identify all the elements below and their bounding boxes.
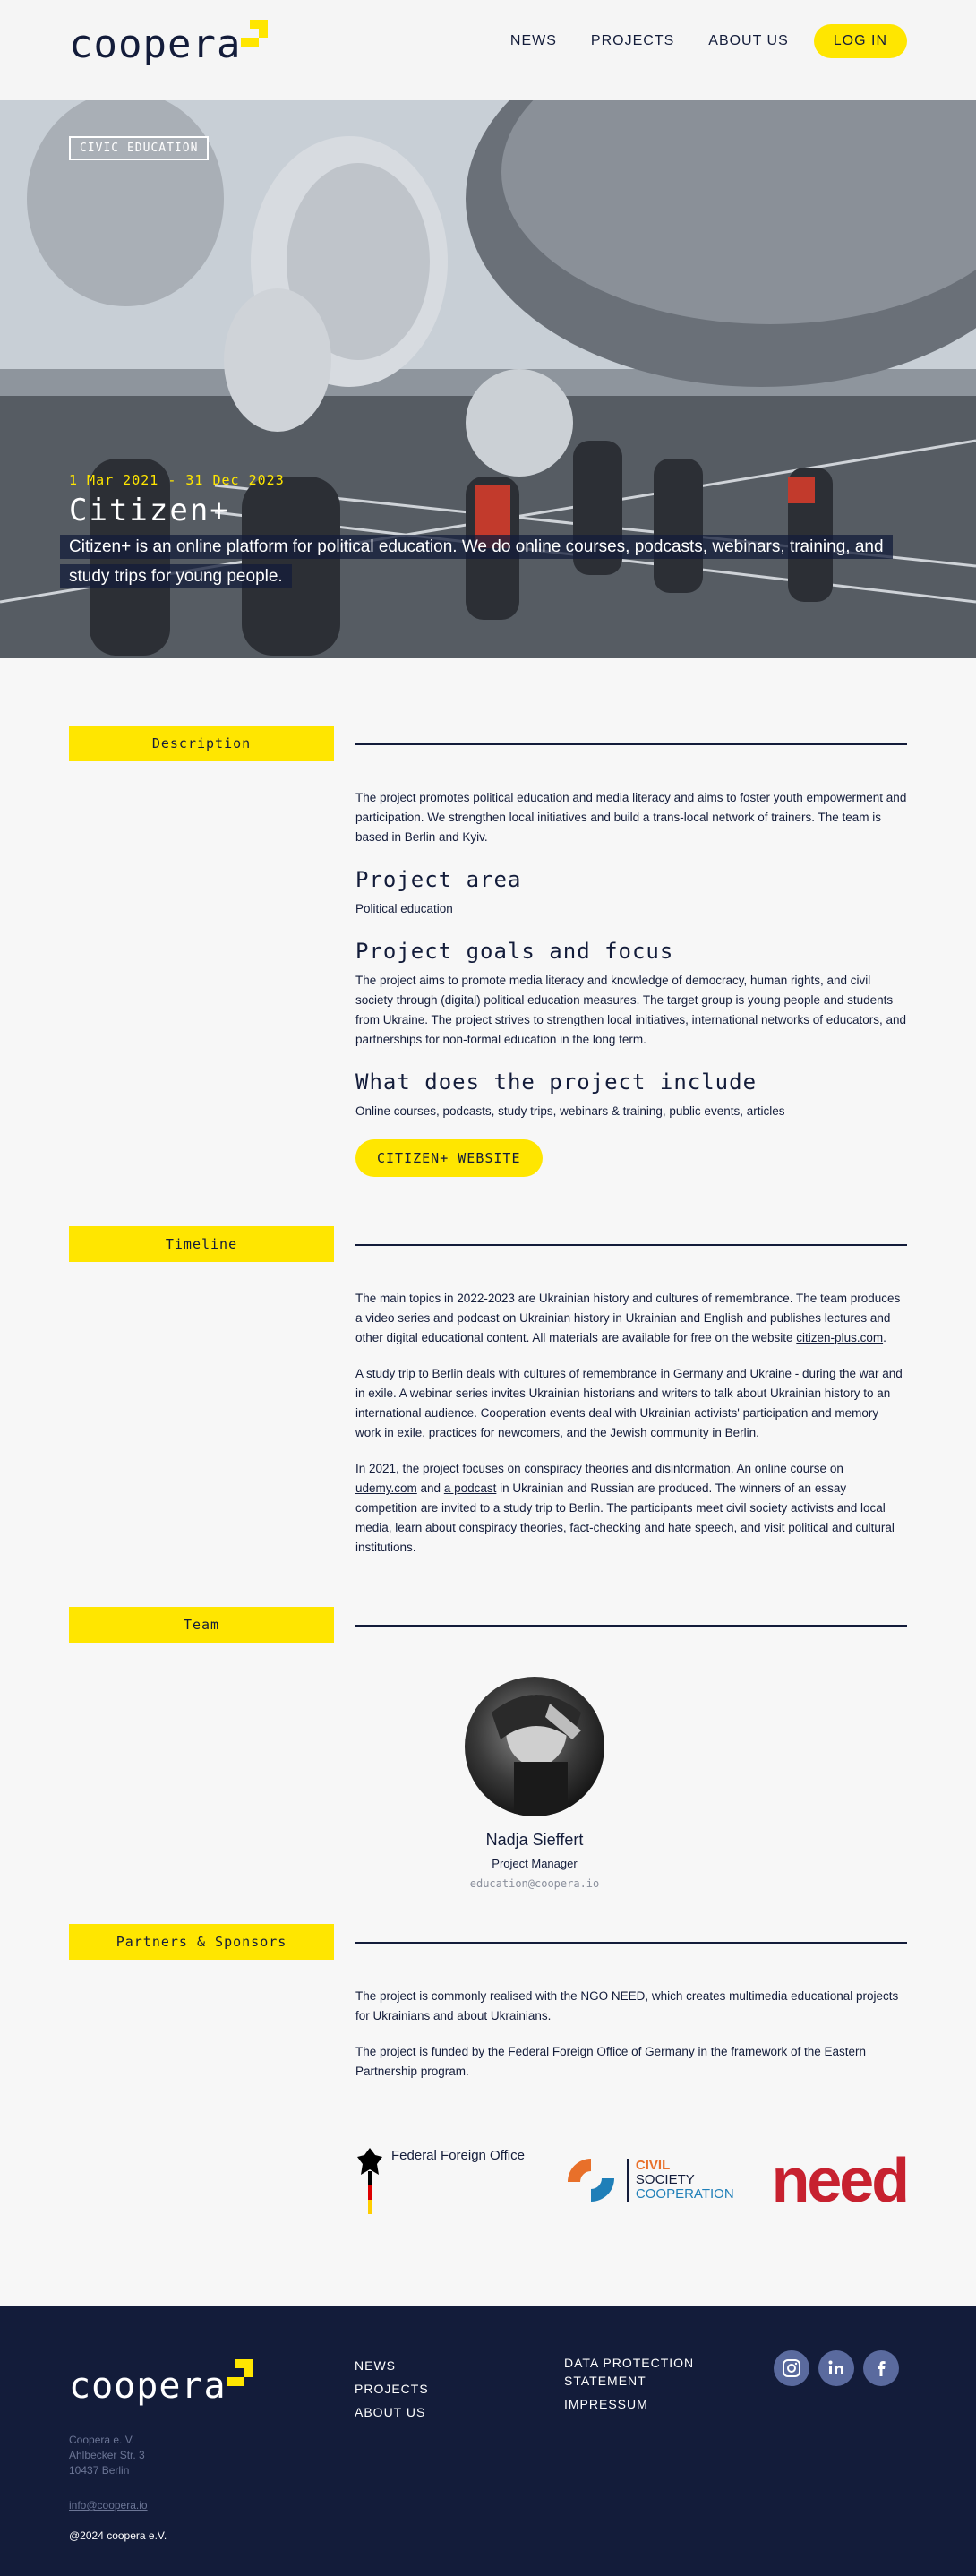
section-divider — [355, 1942, 907, 1944]
timeline-section — [0, 1226, 976, 1558]
category-tag: CIVIC EDUCATION — [69, 136, 209, 160]
description-intro: The project promotes political education and media literacy and aims to foster youth empowerment and participation. We strengthen local initiatives and build a trans-local network of trainers. The team is based in Berlin and Kyiv. — [355, 791, 907, 844]
csc-line-1: CIVIL — [635, 2158, 671, 2173]
footer-nav — [355, 2354, 429, 2424]
need-text: need — [771, 2145, 907, 2215]
sponsor-logos — [355, 2135, 907, 2225]
nav-projects[interactable]: PROJECTS — [590, 33, 675, 48]
partners-section — [0, 1924, 976, 2225]
project-area-text: Political education — [355, 902, 453, 915]
project-area-heading: Project area — [355, 867, 522, 892]
main-nav — [510, 24, 907, 58]
project-title: Citizen+ — [69, 493, 230, 528]
address-line-2: Ahlbecker Str. 3 — [69, 2449, 145, 2461]
nav-about-us[interactable]: ABOUT US — [708, 33, 789, 48]
member-email[interactable]: education@coopera.io — [469, 1877, 600, 1890]
federal-foreign-office-logo[interactable] — [355, 2144, 525, 2216]
project-lead — [60, 532, 911, 591]
footer-nav-news[interactable]: NEWS — [355, 2358, 396, 2373]
avatar — [465, 1677, 604, 1816]
description-label: Description — [69, 726, 334, 761]
footer-logo[interactable] — [69, 2359, 227, 2407]
timeline-paragraph-3 — [355, 1459, 907, 1558]
eagle-icon — [355, 2144, 384, 2216]
member-role: Project Manager — [492, 1857, 578, 1870]
footer-address — [69, 2433, 145, 2478]
team-section — [0, 1607, 976, 1890]
partners-paragraph-2: The project is funded by the Federal Foreign Office of Germany in the framework of the Eastern Partnership program. — [355, 2045, 867, 2078]
nav-news[interactable]: NEWS — [509, 33, 557, 48]
logo[interactable] — [69, 20, 242, 67]
footer-copyright: @2024 coopera e.V. — [69, 2529, 167, 2542]
footer-legal — [564, 2354, 694, 2413]
address-line-3: 10437 Berlin — [69, 2464, 130, 2477]
social-links — [774, 2350, 899, 2386]
timeline-paragraph-1 — [355, 1289, 907, 1348]
need-logo[interactable] — [771, 2145, 907, 2215]
civil-society-cooperation-logo[interactable] — [562, 2153, 734, 2207]
timeline-label: Timeline — [69, 1226, 334, 1262]
timeline-p3-end: in Ukrainian and Russian are produced. The winners of an essay competition are invited to a study trip to Berlin. The participants meet civil society activists and local media, learn about conspiracy theories, fact-checking and hate speech, and visit political and cultural institutions. — [355, 1481, 895, 1554]
timeline-paragraph-2: A study trip to Berlin deals with cultures of remembrance in Germany and Ukraine - during the war and in exile. A webinar series invites Ukrainian historians and writers to talk about Ukrainian history to an international audience. Cooperation events deal with Ukrainian activists' participation and memory work in exile, practices for newcomers, and the Jewish community in Berlin. — [355, 1367, 903, 1439]
project-goals-heading: Project goals and focus — [355, 939, 674, 964]
project-lead-text: Citizen+ is an online platform for political education. We do online courses, podcasts, webinars, training, and study trips for young people. — [60, 535, 893, 588]
section-divider — [355, 1244, 907, 1246]
footer-data-protection[interactable] — [564, 2354, 694, 2390]
hero-banner — [0, 100, 976, 658]
instagram-icon[interactable] — [774, 2350, 809, 2386]
section-divider — [355, 743, 907, 745]
team-label: Team — [69, 1607, 334, 1643]
footer-email[interactable]: info@coopera.io — [69, 2499, 148, 2512]
partners-paragraph-1: The project is commonly realised with the NGO NEED, which creates multimedia educational projects for Ukrainians and about Ukrainians. — [355, 1989, 899, 2022]
project-goals-text: The project aims to promote media literacy and knowledge of democracy, human rights, and civil society through (digital) political education measures. The target group is young people and students from Ukraine. The project strives to strengthen local initiatives, international networks of educators, and partnerships for non-formal education in the long term. — [355, 974, 907, 1046]
footer-logo-mark-icon — [227, 2359, 253, 2386]
timeline-p3-text: In 2021, the project focuses on conspiracy theories and disinformation. An online course on — [355, 1462, 843, 1475]
udemy-link[interactable]: udemy.com — [355, 1481, 417, 1495]
section-divider — [355, 1625, 907, 1627]
csc-line-3: COOPERATION — [635, 2186, 734, 2202]
site-header — [0, 0, 976, 100]
logo-wordmark: coopera — [69, 21, 242, 67]
data-protection-line-2: STATEMENT — [564, 2374, 646, 2388]
login-button[interactable]: LOG IN — [814, 24, 907, 58]
timeline-p3-mid: and — [416, 1481, 444, 1495]
timeline-p1-end: . — [883, 1331, 886, 1344]
podcast-link[interactable]: a podcast — [443, 1481, 497, 1495]
data-protection-line-1: DATA PROTECTION — [564, 2356, 695, 2370]
partners-label: Partners & Sponsors — [69, 1924, 334, 1960]
csc-mark-icon — [562, 2153, 620, 2207]
footer-nav-projects[interactable]: PROJECTS — [355, 2382, 429, 2396]
description-section — [0, 726, 976, 1177]
team-member-card — [400, 1677, 669, 1890]
footer-logo-wordmark: coopera — [69, 2366, 227, 2407]
project-include-text: Online courses, podcasts, study trips, webinars & training, public events, articles — [355, 1104, 785, 1118]
address-line-1: Coopera e. V. — [69, 2434, 134, 2446]
member-name: Nadja Sieffert — [485, 1831, 584, 1849]
linkedin-icon[interactable] — [818, 2350, 854, 2386]
citizen-plus-link[interactable]: citizen-plus.com — [796, 1331, 884, 1344]
csc-line-2: SOCIETY — [635, 2172, 695, 2187]
project-include-heading: What does the project include — [355, 1069, 758, 1095]
logo-mark-icon — [241, 20, 268, 47]
site-footer — [0, 2306, 976, 2576]
citizen-website-button[interactable]: CITIZEN+ WEBSITE — [355, 1139, 543, 1177]
footer-impressum[interactable]: IMPRESSUM — [564, 2397, 648, 2411]
footer-nav-about[interactable]: ABOUT US — [355, 2405, 426, 2419]
ffo-text: Federal Foreign Office — [391, 2148, 525, 2163]
timeline-p1-text: The main topics in 2022-2023 are Ukrainian history and cultures of remembrance. The team produces a video series and podcast on Ukrainian history in Ukrainian and English and publishes lectures and other digital educational content. All materials are available for free on the website — [355, 1292, 901, 1344]
project-dates: 1 Mar 2021 - 31 Dec 2023 — [69, 472, 285, 488]
facebook-icon[interactable] — [863, 2350, 899, 2386]
